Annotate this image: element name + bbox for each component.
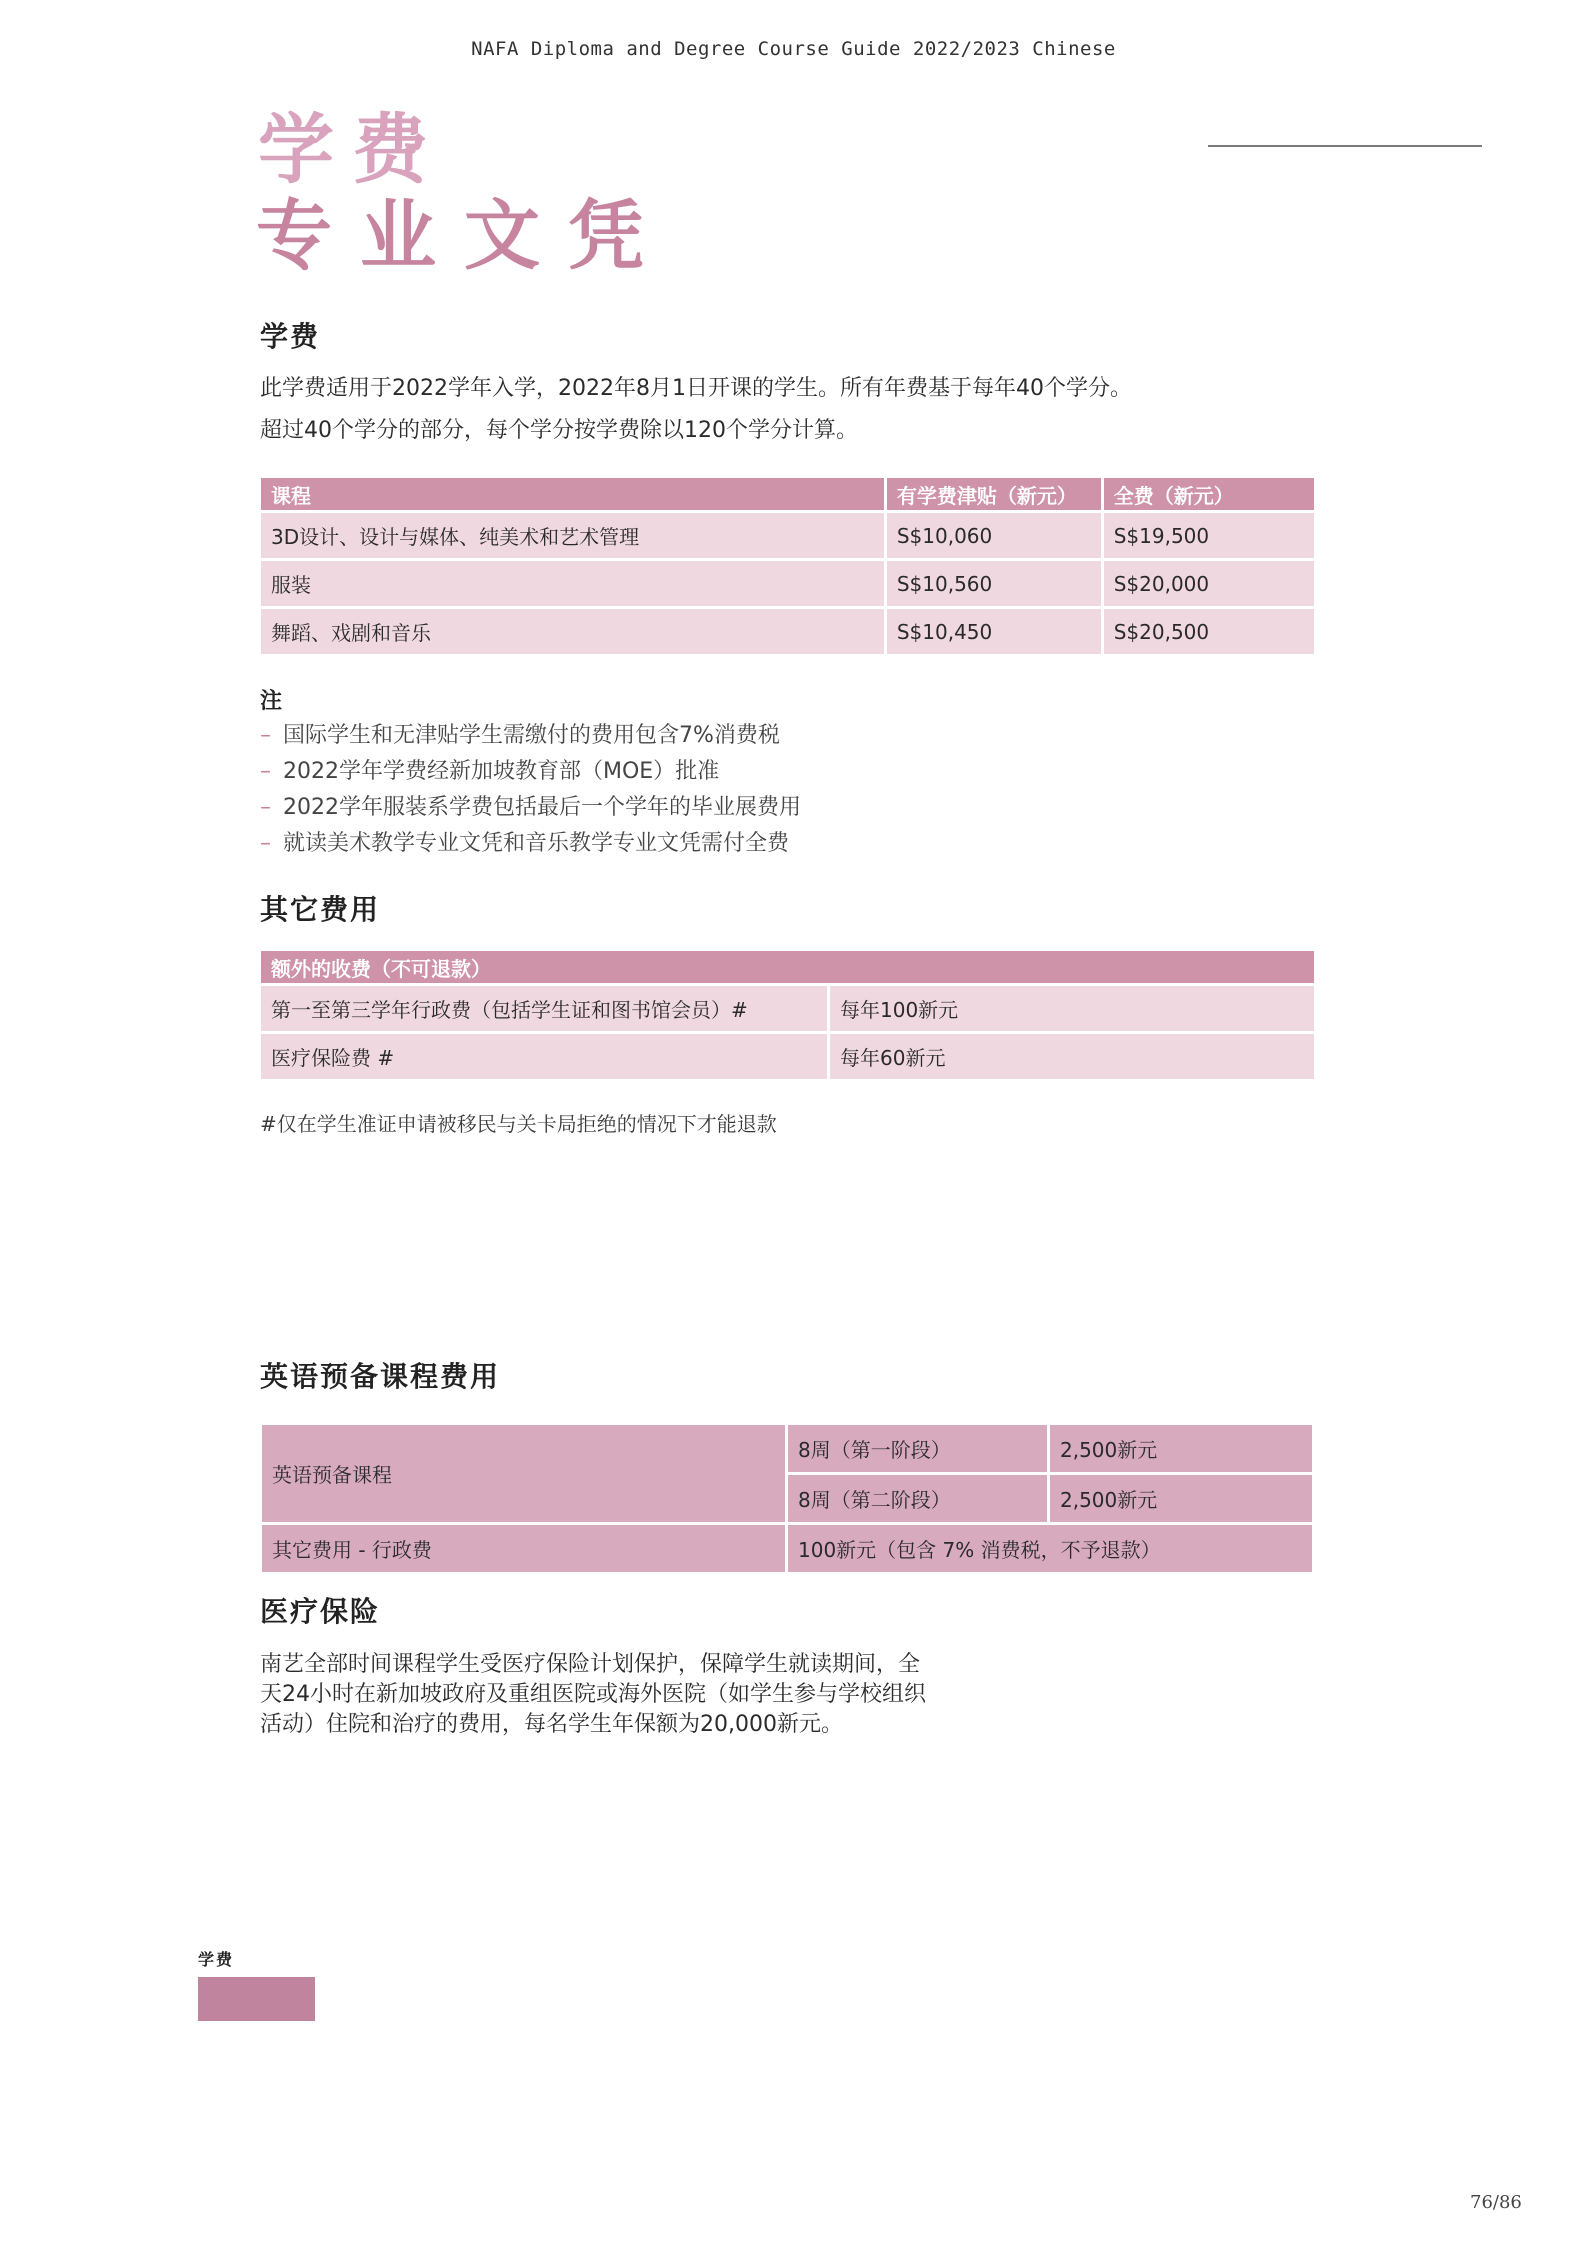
tuition-col-course: 课程 — [261, 478, 884, 510]
stage2-fee: 2,500新元 — [1050, 1475, 1312, 1522]
subsidised-fee: S$10,060 — [884, 513, 1101, 558]
tuition-table-header — [261, 478, 1314, 510]
subsidised-fee: S$10,450 — [884, 609, 1101, 654]
list-item — [260, 718, 801, 754]
stage1-fee: 2,500新元 — [1050, 1425, 1312, 1472]
other-fees-heading: 其它费用 — [260, 893, 381, 926]
running-header: NAFA Diploma and Degree Course Guide 2022/2023 Chinese — [471, 38, 1116, 60]
table-row — [261, 513, 1314, 558]
tuition-heading: 学费 — [260, 320, 321, 353]
stage1-label: 8周（第一阶段） — [788, 1425, 1047, 1472]
english-prep-table — [262, 1425, 1312, 1575]
note-text: 就读美术教学专业文凭和音乐教学专业文凭需付全费 — [283, 831, 790, 856]
tuition-intro — [260, 368, 1132, 452]
fee-amount: 每年60新元 — [827, 1034, 1314, 1079]
medical-paragraph — [260, 1650, 926, 1740]
table-row — [261, 986, 1314, 1031]
dash-icon: – — [260, 831, 271, 856]
fee-amount: 每年100新元 — [827, 986, 1314, 1031]
table-row — [261, 1034, 1314, 1079]
tuition-col-subsidised: 有学费津贴（新元） — [884, 478, 1101, 510]
tuition-intro-line1: 此学费适用于2022学年入学，2022年8月1日开课的学生。所有年费基于每年40个学分。 — [260, 376, 1132, 401]
full-fee: S$20,000 — [1101, 561, 1314, 606]
course-name: 3D设计、设计与媒体、纯美术和艺术管理 — [261, 513, 884, 558]
stage2-label: 8周（第二阶段） — [788, 1475, 1047, 1522]
dash-icon: – — [260, 795, 271, 820]
list-item — [260, 790, 801, 826]
page-title-line2: 专业文凭 — [256, 191, 672, 280]
dash-icon: – — [260, 759, 271, 784]
header-rule — [1208, 145, 1482, 147]
other-fees-table — [261, 948, 1314, 1082]
tuition-table — [261, 475, 1314, 657]
medical-heading: 医疗保险 — [260, 1595, 381, 1628]
note-text: 2022学年服装系学费包括最后一个学年的毕业展费用 — [283, 795, 801, 820]
other-fees-col-header: 额外的收费（不可退款） — [261, 951, 1314, 983]
fee-item: 第一至第三学年行政费（包括学生证和图书馆会员）# — [261, 986, 827, 1031]
course-name: 服装 — [261, 561, 884, 606]
tuition-col-full: 全费（新元） — [1101, 478, 1314, 510]
course-name: 舞蹈、戏剧和音乐 — [261, 609, 884, 654]
admin-fee-label: 其它费用 - 行政费 — [262, 1525, 785, 1572]
full-fee: S$20,500 — [1101, 609, 1314, 654]
list-item — [260, 826, 801, 862]
fee-item: 医疗保险费 # — [261, 1034, 827, 1079]
dash-icon: – — [260, 723, 271, 748]
english-course-label: 英语预备课程 — [262, 1425, 785, 1522]
medical-line2: 天24小时在新加坡政府及重组医院或海外医院（如学生参与学校组织 — [260, 1682, 926, 1707]
tuition-intro-line2: 超过40个学分的部分，每个学分按学费除以120个学分计算。 — [260, 418, 858, 443]
page-number: 76/86 — [1470, 2192, 1522, 2213]
admin-fee-amount: 100新元（包含 7% 消费税，不予退款） — [788, 1525, 1312, 1572]
subsidised-fee: S$10,560 — [884, 561, 1101, 606]
english-prep-heading: 英语预备课程费用 — [260, 1360, 501, 1393]
table-row — [261, 561, 1314, 606]
refund-footnote: #仅在学生准证申请被移民与关卡局拒绝的情况下才能退款 — [260, 1112, 777, 1136]
medical-line1: 南艺全部时间课程学生受医疗保险计划保护，保障学生就读期间，全 — [260, 1652, 921, 1677]
footer-color-swatch — [198, 1977, 315, 2021]
table-row — [261, 609, 1314, 654]
list-item — [260, 754, 801, 790]
note-text: 2022学年学费经新加坡教育部（MOE）批准 — [283, 759, 720, 784]
other-fees-table-header — [261, 951, 1314, 983]
notes-list — [260, 718, 801, 862]
full-fee: S$19,500 — [1101, 513, 1314, 558]
page-title-line1: 学费 — [258, 105, 446, 194]
notes-title: 注 — [260, 689, 283, 714]
note-text: 国际学生和无津贴学生需缴付的费用包含7%消费税 — [283, 723, 780, 748]
medical-line3: 活动）住院和治疗的费用，每名学生年保额为20,000新元。 — [260, 1712, 843, 1737]
footer-section-label: 学费 — [198, 1950, 235, 1969]
